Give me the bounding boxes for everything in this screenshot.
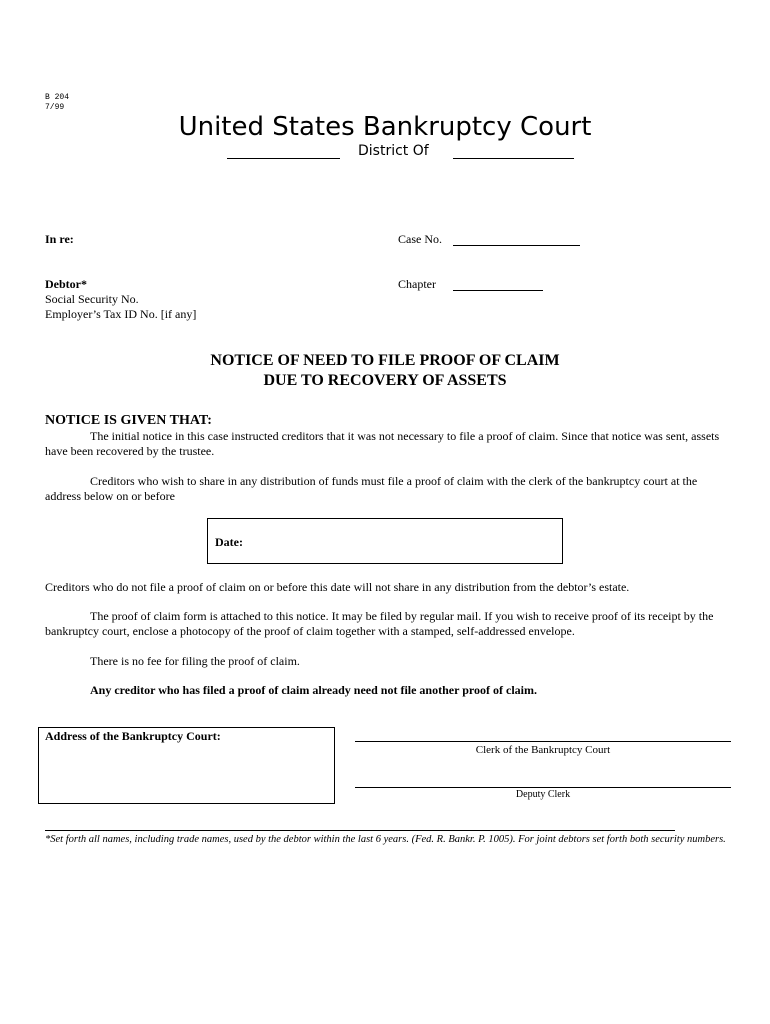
notice-given-label: NOTICE IS GIVEN THAT:: [45, 413, 212, 428]
chapter-blank[interactable]: [453, 290, 543, 291]
debtor-label: Debtor*: [45, 277, 87, 291]
paragraph-share-distribution: Creditors who wish to share in any distribution of funds must file a proof of claim with the clerk of the bankruptcy court at the address below on or before: [45, 474, 698, 503]
district-right-blank[interactable]: [453, 158, 574, 159]
address-label: Address of the Bankruptcy Court:: [45, 729, 221, 743]
chapter-label: Chapter: [398, 277, 436, 291]
district-left-blank[interactable]: [227, 158, 340, 159]
heading-line-1: NOTICE OF NEED TO FILE PROOF OF CLAIM: [210, 352, 560, 369]
paragraph-no-share: Creditors who do not file a proof of claim on or before this date will not share in any distribution from the debtor’s estate.: [45, 580, 630, 594]
paragraph-initial-notice: The initial notice in this case instructed creditors that it was not necessary to file a proof of claim. Since that notice was sent, assets have been recovered by the trustee.: [45, 429, 720, 458]
court-title: United States Bankruptcy Court: [178, 112, 592, 142]
clerk-signature-line[interactable]: [355, 741, 731, 742]
form-revision: 7/99: [45, 103, 65, 112]
form-code: B 204: [45, 93, 70, 102]
tax-id-label: Employer’s Tax ID No. [if any]: [45, 307, 197, 321]
court-address-box[interactable]: [38, 727, 335, 804]
deputy-label: Deputy Clerk: [515, 789, 571, 800]
paragraph-already-filed: Any creditor who has filed a proof of claim already need not file another proof of claim.: [90, 683, 537, 697]
ssn-label: Social Security No.: [45, 292, 139, 306]
notice-heading: [0, 351, 770, 391]
date-box[interactable]: [207, 518, 563, 564]
heading-line-2: DUE TO RECOVERY OF ASSETS: [263, 372, 507, 389]
case-no-label: Case No.: [398, 232, 442, 246]
case-no-blank[interactable]: [453, 245, 580, 246]
clerk-label: Clerk of the Bankruptcy Court: [475, 744, 611, 756]
deputy-signature-line[interactable]: [355, 787, 731, 788]
form-code-block: [45, 93, 69, 113]
paragraph-no-fee: There is no fee for filing the proof of claim.: [90, 654, 300, 668]
paragraph-proof-form: The proof of claim form is attached to this notice. It may be filed by regular mail. If you wish to receive proof of its receipt by the bankruptcy court, enclose a photocopy of the proof of claim together with a stamped, self-addressed envelope.: [45, 609, 714, 638]
in-re-label: In re:: [45, 232, 74, 246]
footnote: *Set forth all names, including trade names, used by the debtor within the last 6 years. (Fed. R. Bankr. P. 1005). For joint debtors set forth both security numbers.: [45, 834, 726, 845]
footnote-separator: [45, 830, 675, 831]
date-label: Date:: [215, 535, 243, 549]
district-label: District Of: [358, 143, 429, 159]
